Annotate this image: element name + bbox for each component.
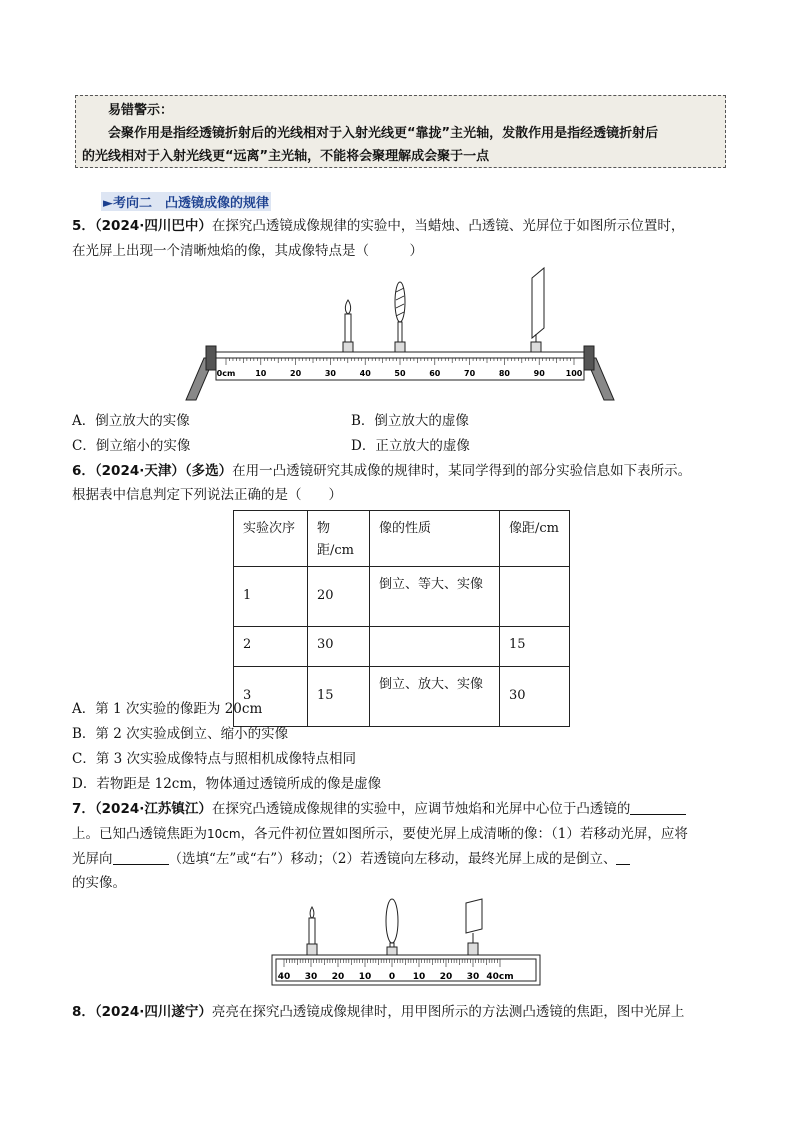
- table-cell: 1: [234, 567, 308, 627]
- q7-text-2a: 上。已知凸透镜焦距为: [72, 826, 207, 842]
- q7-line-2: [72, 824, 688, 844]
- q5-source: （2024·四川巴中）: [94, 218, 212, 234]
- q5-candle: [343, 300, 353, 352]
- table-header-row: [234, 511, 570, 567]
- section-heading: ►考向二 凸透镜成像的规律: [101, 192, 271, 211]
- q7-focal-length: 10cm: [207, 827, 241, 841]
- ruler-tick-label: 30: [304, 972, 318, 982]
- q6-line-1: [72, 461, 691, 481]
- q7-text-2c: ，各元件初位置如图所示，要使光屏上成清晰的像：（1）若移动光屏，应将: [240, 826, 688, 842]
- q5-lens: [395, 282, 405, 352]
- table-header-cell: 物距/cm: [308, 511, 370, 567]
- ruler-tick-label: 50: [394, 369, 406, 378]
- q7-text-3a: 光屏向: [72, 851, 113, 867]
- q5-line-1: [72, 216, 684, 236]
- q5-text-1: 在探究凸透镜成像规律的实验中，当蜡烛、凸透镜、光屏位于如图所示位置时，: [211, 218, 685, 234]
- q7-blank-1[interactable]: [630, 801, 686, 815]
- q5-line-2: 在光屏上出现一个清晰烛焰的像，其成像特点是（ ）: [72, 243, 423, 259]
- ruler-tick-label: 100: [565, 369, 583, 378]
- q5-screen: [531, 268, 544, 352]
- q6-option-a: A．第 1 次实验的像距为 20cm: [72, 701, 263, 717]
- warning-box: [75, 95, 726, 168]
- ruler-tick-label: 40: [359, 369, 371, 378]
- bench-right-block: [584, 346, 594, 370]
- table-cell: [500, 567, 570, 627]
- ruler-tick-label: 10: [255, 369, 267, 378]
- q6-text-1: 在用一凸透镜研究其成像的规律时，某同学得到的部分实验信息如下表所示。: [232, 463, 692, 479]
- table-cell: 20: [308, 567, 370, 627]
- q5-option-c: C．倒立缩小的实像: [72, 438, 191, 454]
- table-header-cell: 实验次序: [234, 511, 308, 567]
- table-cell: 15: [500, 627, 570, 667]
- q7-source: （2024·江苏镇江）: [94, 801, 212, 817]
- table-row: [234, 627, 570, 667]
- table-cell: 3: [234, 667, 308, 727]
- ruler-tick-label: 20: [331, 972, 345, 982]
- ruler-tick-label: 20: [439, 972, 453, 982]
- table-cell: 倒立、放大、实像: [370, 667, 500, 727]
- ruler-tick-label: 40cm: [486, 972, 514, 982]
- ruler-tick-label: 0: [388, 972, 396, 982]
- ruler-tick-label: 70: [464, 369, 476, 378]
- ruler-tick-label: 10: [358, 972, 372, 982]
- q7-text-3b: （选填“左”或“右”）移动；（2）若透镜向左移动，最终光屏上成的是倒立、: [168, 851, 617, 867]
- q7-blank-2[interactable]: [113, 851, 169, 865]
- q6-option-d: D．若物距是 12cm，物体通过透镜所成的像是虚像: [72, 776, 382, 792]
- q8-number: 8．: [72, 1004, 95, 1020]
- q7-text-1: 在探究凸透镜成像规律的实验中，应调节烛焰和光屏中心位于凸透镜的: [211, 801, 631, 817]
- q7-optical-bench-figure: [268, 893, 544, 993]
- q6-line-2: 根据表中信息判定下列说法正确的是（ ）: [72, 487, 342, 503]
- table-cell: [370, 627, 500, 667]
- q7-line-3: [72, 849, 630, 869]
- table-header-cell: 像距/cm: [500, 511, 570, 567]
- q6-data-table: [233, 510, 570, 727]
- warning-line-2: 的光线相对于入射光线更“远离”主光轴，不能将会聚理解成会聚于一点: [82, 149, 490, 164]
- ruler-tick-label: 0cm: [216, 369, 236, 378]
- ruler-tick-label: 80: [498, 369, 510, 378]
- bench-rail-top: [216, 352, 584, 358]
- ruler-tick-label: 30: [466, 972, 480, 982]
- ruler-tick-label: 90: [533, 369, 545, 378]
- warning-line-1: 会聚作用是指经透镜折射后的光线相对于入射光线更“靠拢”主光轴，发散作用是指经透镜折射后: [108, 126, 659, 141]
- q6-number: 6．: [72, 463, 95, 479]
- ruler-tick-label: 20: [290, 369, 302, 378]
- table-cell: 2: [234, 627, 308, 667]
- q8-line-1: [72, 1002, 684, 1022]
- q6-option-b: B．第 2 次实验成倒立、缩小的实像: [72, 726, 289, 742]
- bench-left-block: [206, 346, 216, 370]
- q7-line-4: 的实像。: [72, 875, 126, 891]
- q7-lens: [386, 899, 398, 955]
- table-cell: 倒立、等大、实像: [370, 567, 500, 627]
- q8-text-1: 亮亮在探究凸透镜成像规律时，用甲图所示的方法测凸透镜的焦距，图中光屏上: [211, 1004, 685, 1020]
- table-row: [234, 667, 570, 727]
- q5-option-d: D．正立放大的虚像: [351, 438, 470, 454]
- ruler-tick-label: 40: [277, 972, 291, 982]
- table-header-cell: 像的性质: [370, 511, 500, 567]
- q5-option-a: A．倒立放大的实像: [72, 413, 190, 429]
- ruler-tick-label: 10: [412, 972, 426, 982]
- table-cell: 15: [308, 667, 370, 727]
- table-cell: 30: [308, 627, 370, 667]
- q6-option-c: C．第 3 次实验成像特点与照相机成像特点相同: [72, 751, 357, 767]
- q5-option-b: B．倒立放大的虚像: [351, 413, 469, 429]
- q7-blank-3[interactable]: [616, 851, 630, 865]
- ruler-tick-label: 30: [324, 369, 336, 378]
- q7-screen: [466, 899, 482, 955]
- table-row: [234, 567, 570, 627]
- q8-source: （2024·四川遂宁）: [94, 1004, 212, 1020]
- q7-line-1: [72, 799, 686, 819]
- q7-number: 7．: [72, 801, 95, 817]
- warning-title: 易错警示：: [108, 103, 174, 118]
- q6-source: （2024·天津）（多选）: [94, 463, 233, 479]
- ruler-tick-label: 60: [429, 369, 441, 378]
- q5-optical-bench-figure: [180, 262, 620, 404]
- table-cell: 30: [500, 667, 570, 727]
- q5-number: 5．: [72, 218, 95, 234]
- q7-candle: [307, 907, 317, 955]
